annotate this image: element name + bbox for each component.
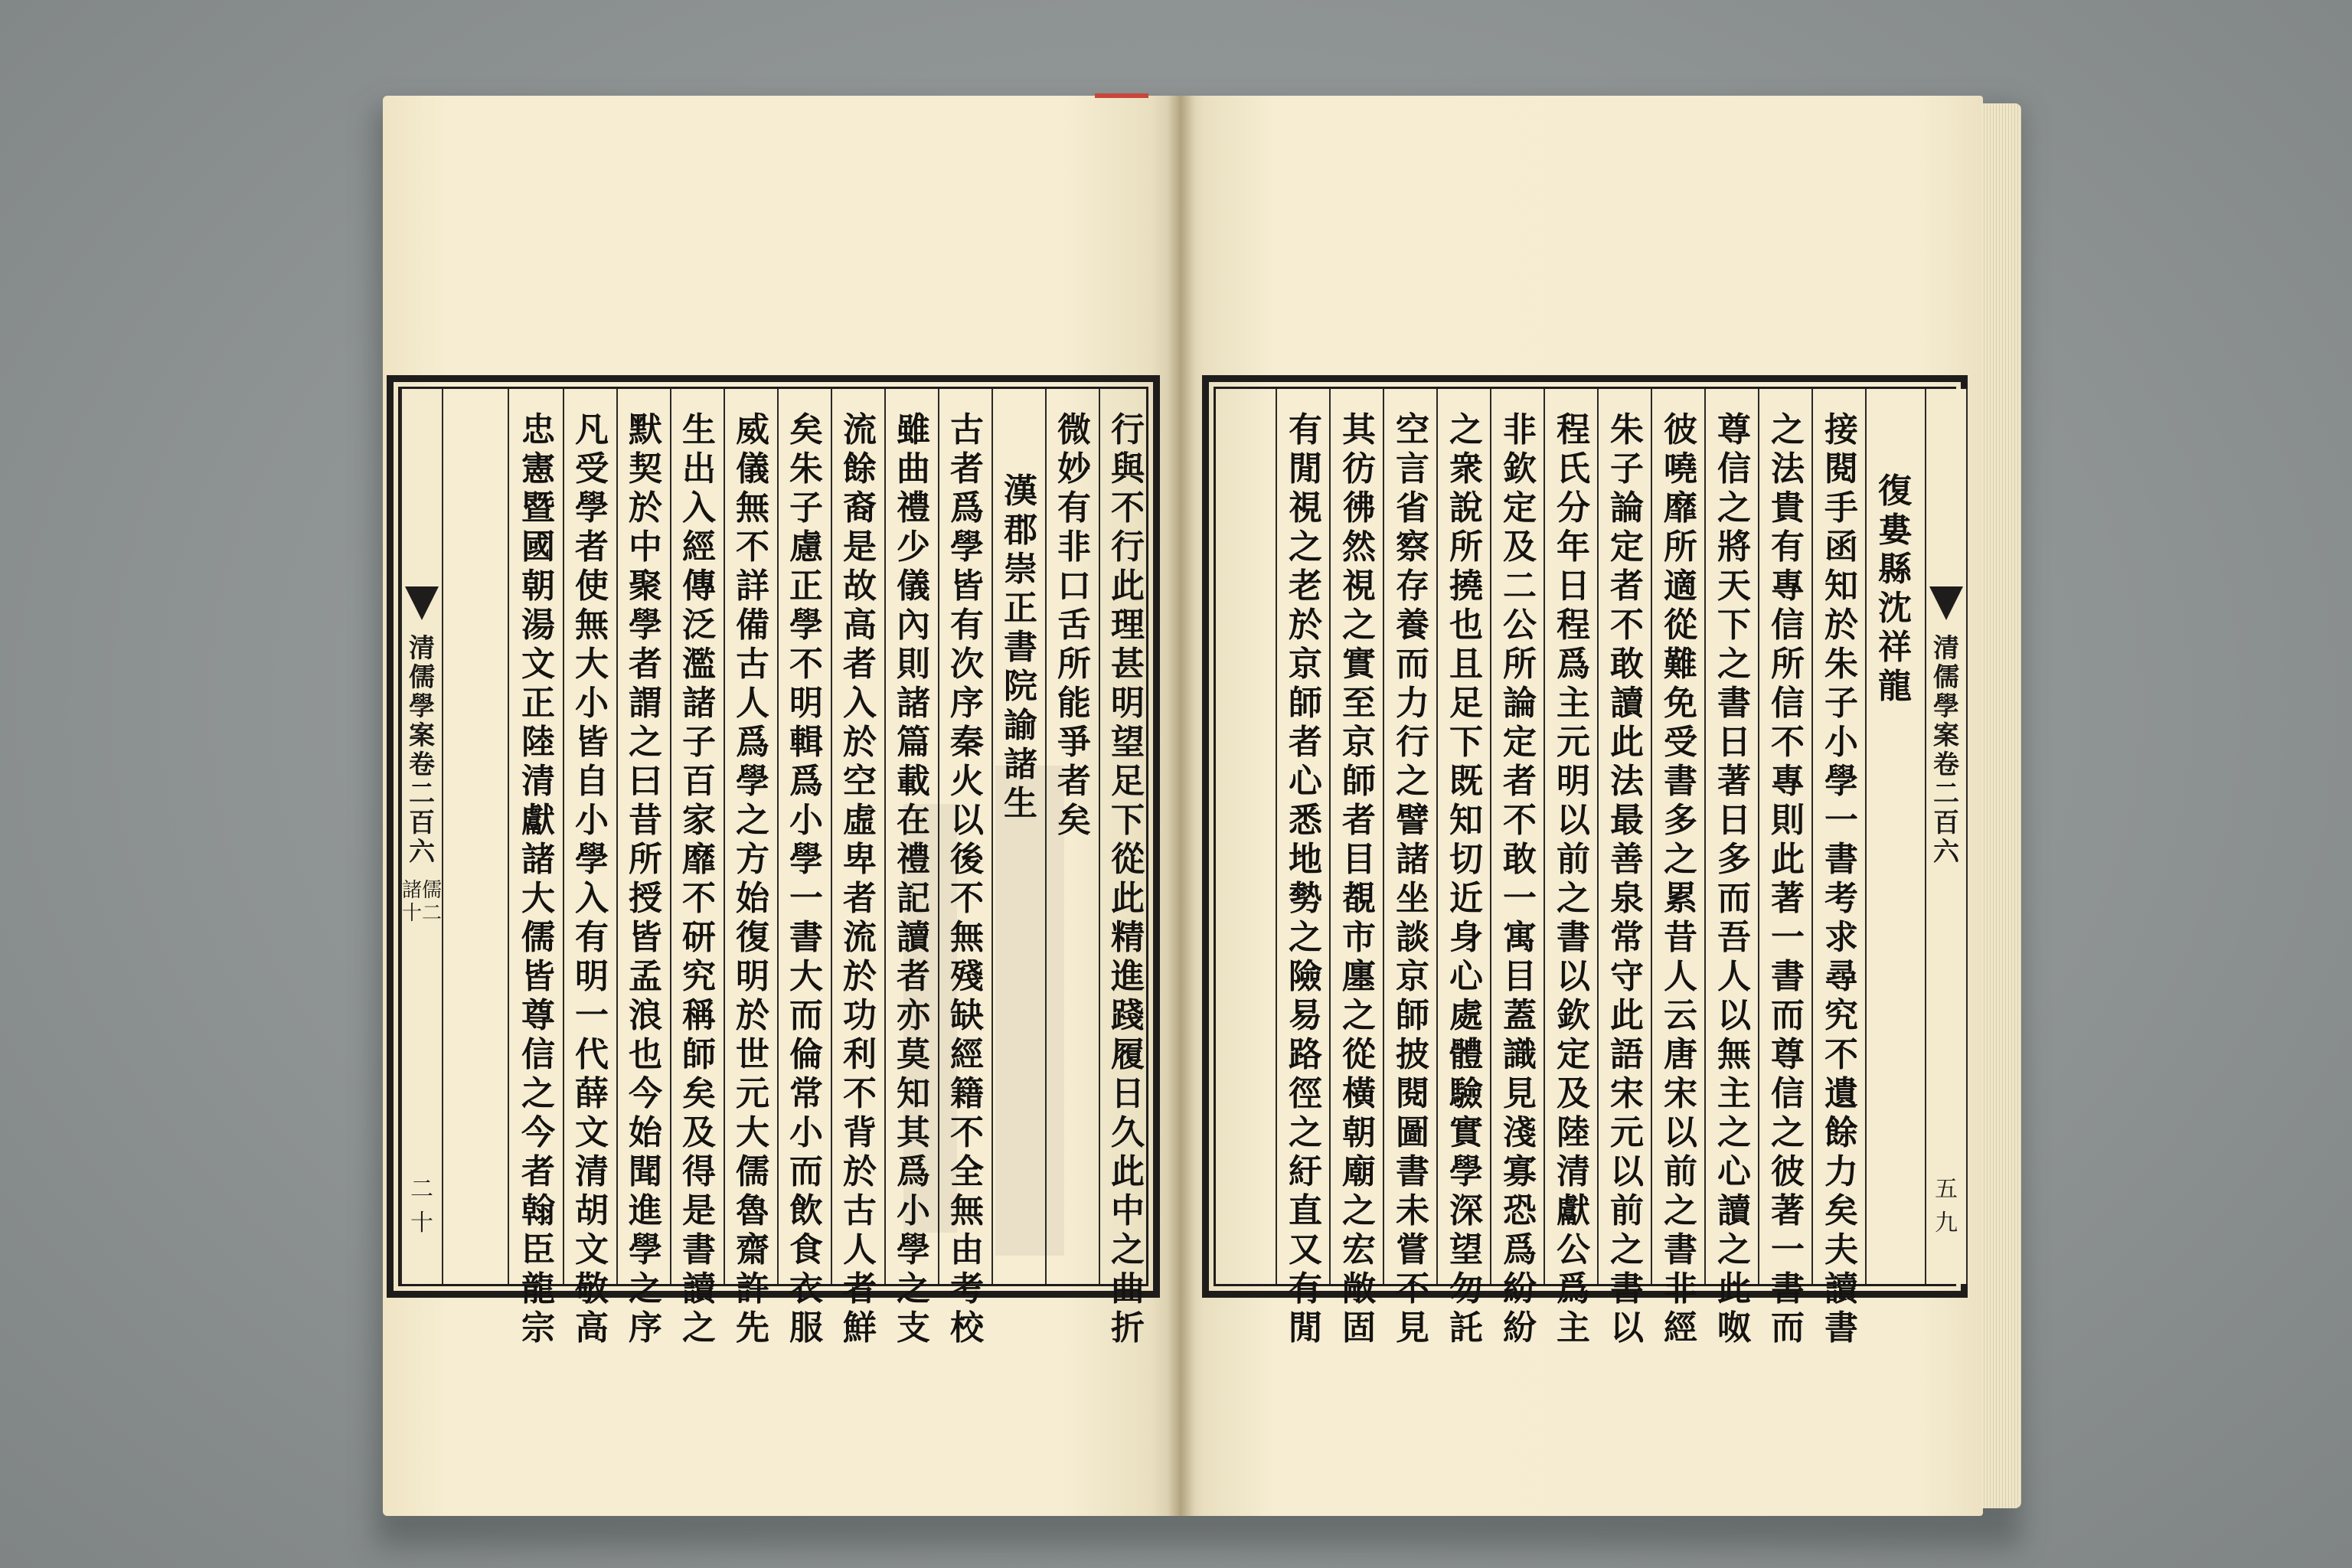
text-column: 雖曲禮少儀內則諸篇載在禮記讀者亦莫知其爲小學之支: [897, 410, 930, 1348]
fish-tail-ornament: [405, 586, 439, 620]
column-rule: [1045, 389, 1047, 1284]
text-column: 朱子論定者不敢讀此法最善泉常守此語宋元以前之書以: [1610, 410, 1644, 1348]
folio-number: 五九: [1935, 1176, 1958, 1236]
column-rule: [938, 389, 939, 1284]
text-column: 接閱手函知於朱子小學一書考求尋究不遺餘力矣夫讀書: [1824, 410, 1858, 1348]
right-inner-border: [1214, 387, 1959, 1348]
column-rule: [884, 389, 886, 1284]
text-column: 古者爲學皆有次序秦火以後不無殘缺經籍不全無由考校: [950, 410, 984, 1348]
text-column: 忠憲暨國朝湯文正陸清獻諸大儒皆尊信之今者翰臣龍宗: [521, 410, 555, 1348]
folio-number: 二十: [410, 1176, 433, 1236]
text-column: 行與不行此理甚明望足下從此精進踐履日久此中之曲折: [1111, 410, 1145, 1348]
column-rule: [616, 389, 618, 1284]
text-column: 微妙有非口舌所能爭者矣: [1057, 410, 1091, 840]
text-column: 之法貴有專信所信不專則此著一書而尊信之彼著一書而: [1771, 410, 1805, 1348]
fish-tail-ornament: [1929, 586, 1963, 620]
text-column: 默契於中聚學者謂之曰昔所授皆孟浪也今始聞進學之序: [629, 410, 662, 1348]
text-column: 生出入經傳泛濫諸子百家靡不研究稱師矣及得是書讀之: [682, 410, 716, 1348]
banxin-title: 清儒學案卷二百六: [409, 633, 435, 867]
letter-heading: 復婁縣沈祥龍: [1878, 472, 1912, 706]
left-banxin: [400, 389, 443, 1284]
column-rule: [670, 389, 671, 1284]
right-text-frame: [1202, 375, 1968, 1348]
banxin-title: 清儒學案卷二百六: [1933, 633, 1959, 867]
column-rule: [991, 389, 993, 1284]
text-column: 之衆說所撓也且足下既知切近身心處體驗實學深望勿託: [1449, 410, 1483, 1348]
column-rule: [563, 389, 564, 1284]
fore-edge-pages: [1981, 103, 2021, 1508]
text-column: 其彷彿然視之實至京師者目覩市廛之從橫朝廟之宏敞固: [1342, 410, 1376, 1348]
book-gutter: [1168, 96, 1194, 1516]
text-column: 尊信之將天下之書日著日多而吾人以無主之心讀之此呶: [1717, 410, 1751, 1348]
section-heading: 漢郡崇正書院諭諸生: [1004, 472, 1037, 823]
text-column: 有閒視之老於京師者心悉地勢之險易路徑之紆直又有閒: [1289, 410, 1322, 1348]
column-rule: [1099, 389, 1100, 1284]
text-column: 威儀無不詳備古人爲學之方始復明於世元大儒魯齋許先: [736, 410, 769, 1348]
right-banxin: [1925, 389, 1968, 1284]
column-rule: [508, 389, 509, 1284]
text-column: 凡受學者使無大小皆自小學入有明一代薛文清胡文敬高: [575, 410, 609, 1348]
text-column: 非欽定及二公所論定者不敢一寓目蓋識見淺寡恐爲紛紛: [1503, 410, 1537, 1348]
column-rule: [831, 389, 832, 1284]
text-column: 流餘裔是故高者入於空虛卑者流於功利不背於古人者鮮: [843, 410, 877, 1348]
banxin-section: 諸儒十二: [402, 879, 443, 925]
left-text-frame: [387, 375, 1160, 1348]
text-column: 程氏分年日程爲主元明以前之書以欽定及陸清獻公爲主: [1557, 410, 1590, 1348]
text-column: 彼嘵靡所適從難免受書多之累昔人云唐宋以前之書非經: [1664, 410, 1697, 1348]
text-column: 矣朱子慮正學不明輯爲小學一書大而倫常小而飲食衣服: [789, 410, 823, 1348]
left-inner-border: [398, 387, 1148, 1348]
column-rule: [724, 389, 725, 1284]
red-ribbon-mark: [1095, 93, 1148, 98]
column-rule: [1276, 389, 1277, 1284]
column-rule: [777, 389, 779, 1284]
text-column: 空言省察存養而力行之譬諸坐談京師披閱圖書未嘗不見: [1396, 410, 1429, 1348]
